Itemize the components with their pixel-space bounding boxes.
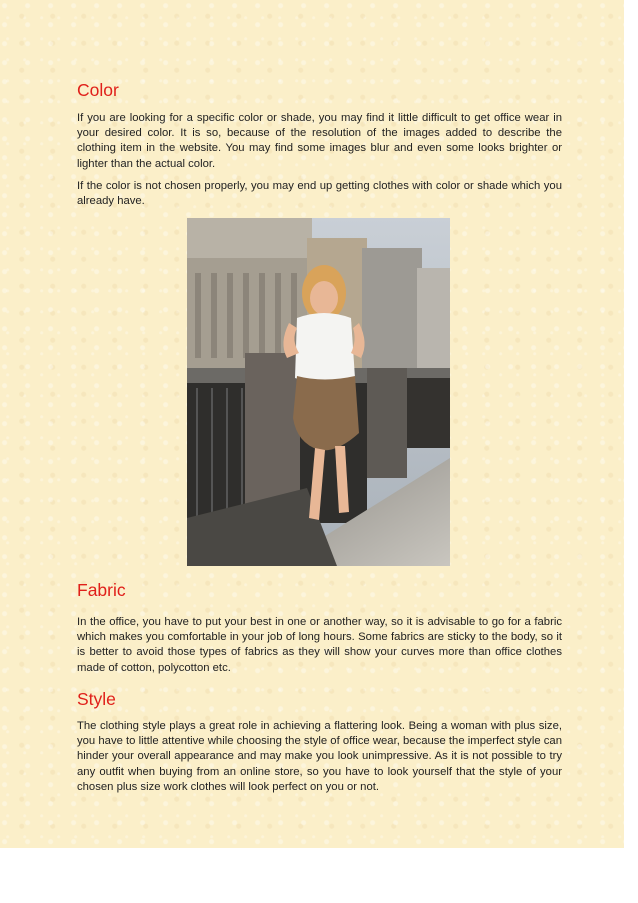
fabric-paragraph: In the office, you have to put your best in one or another way, so it is advisable to go for a fabric which makes you comfortable in your job of long hours. Some fabrics are sticky to the body, so it is better to avoid those types of fabrics as they will show your curves more than office clothes made of cotton, polycotton etc. bbox=[77, 616, 562, 674]
color-paragraph-2: If the color is not chosen properly, you may end up getting clothes with color or shade which you already have. bbox=[77, 180, 562, 208]
color-paragraph-1: If you are looking for a specific color or shade, you may find it little difficult to get office wear in your desired color. It is so, because of the resolution of the images added to describe the clothing item in the website. You may find some images blur and even some looks brighter or lighter than the actual color. bbox=[77, 112, 562, 170]
woman-office-outfit-photo bbox=[187, 218, 450, 566]
heading-color: Color bbox=[77, 80, 119, 100]
heading-fabric: Fabric bbox=[77, 580, 126, 600]
heading-style: Style bbox=[77, 689, 116, 709]
style-paragraph: The clothing style plays a great role in achieving a flattering look. Being a woman with plus size, you have to little attentive while choosing the style of office wear, because the imperfect style can hinder your overall appearance and may make you look unimpressive. As it is not possible to try any outfit when buying from an online store, so you have to look yourself that the style of your chosen plus size work clothes will look perfect on you or not. bbox=[77, 720, 562, 793]
